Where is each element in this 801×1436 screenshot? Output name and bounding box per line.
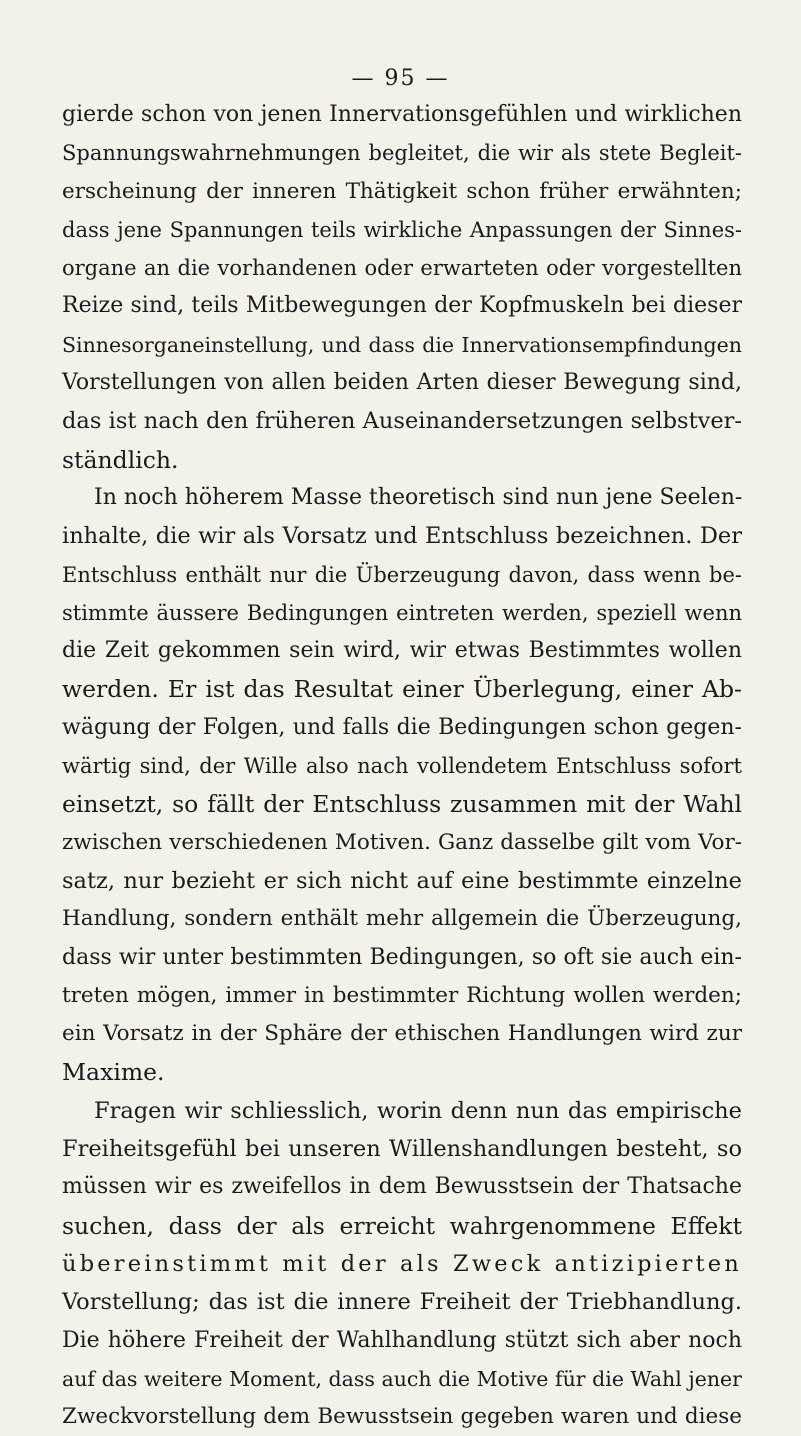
text-line: dass jene Spannungen teils wirkliche Anpassungen der Sinnes- <box>62 217 742 242</box>
text-line: die Zeit gekommen sein wird, wir etwas Bestimmtes wollen <box>62 638 742 664</box>
text-line: wägung der Folgen, und falls die Bedingungen schon gegen- <box>62 714 742 740</box>
text-line: Freiheitsgefühl bei unseren Willenshandlungen besteht, so <box>62 1136 742 1163</box>
text-line: satz, nur bezieht er sich nicht auf eine bestimmte einzelne <box>62 867 742 894</box>
text-line: dass wir unter bestimmten Bedingungen, so oft sie auch ein- <box>62 944 742 970</box>
text-line: Spannungswahrnehmungen begleitet, die wir als stete Begleit- <box>62 141 742 166</box>
text-line: treten mögen, immer in bestimmter Richtung wollen werden; <box>62 982 742 1008</box>
text-line: werden. Er ist das Resultat einer Überlegung, einer Ab- <box>62 675 742 704</box>
text-line: suchen, dass der als erreicht wahrgenommene Effekt <box>62 1211 742 1240</box>
text-line: Sinnesorganeinstellung, und dass die Innervationsempfindungen <box>62 332 742 357</box>
text-line: Vorstellungen von allen beiden Arten dieser Bewegung sind, <box>62 370 742 396</box>
text-line: ständlich. <box>62 445 179 474</box>
text-line: Fragen wir schliesslich, worin denn nun das empirische <box>94 1097 742 1124</box>
text-line: Entschluss enthält nur die Überzeugung davon, dass wenn be- <box>62 562 742 587</box>
text-line: gierde schon von jenen Innervationsgefühlen und wirklichen <box>62 102 742 127</box>
text-line: auf das weitere Moment, dass auch die Motive für die Wahl jener <box>62 1366 742 1391</box>
text-line: einsetzt, so fällt der Entschluss zusammen mit der Wahl <box>62 790 742 819</box>
text-line: In noch höherem Masse theoretisch sind nun jene Seelen- <box>94 484 743 510</box>
text-line: inhalte, die wir als Vorsatz und Entschluss bezeichnen. Der <box>62 523 742 550</box>
page-number: — 95 — <box>351 66 450 91</box>
text-line: wärtig sind, der Wille also nach vollendetem Entschluss sofort <box>62 754 742 779</box>
text-line: das ist nach den früheren Auseinandersetzungen selbstver- <box>62 408 742 435</box>
text-line: ein Vorsatz in der Sphäre der ethischen Handlungen wird zur <box>62 1021 742 1047</box>
text-line: Handlung, sondern enthält mehr allgemein die Überzeugung, <box>62 906 742 932</box>
text-line: zwischen verschiedenen Motiven. Ganz dasselbe gilt vom Vor- <box>62 829 742 855</box>
text-line: stimmte äussere Bedingungen eintreten werden, speziell wenn <box>62 600 742 625</box>
text-line: Die höhere Freiheit der Wahlhandlung stützt sich aber noch <box>62 1327 742 1353</box>
text-line: übereinstimmt mit der als Zweck antizipierten <box>62 1250 742 1277</box>
text-line: Reize sind, teils Mitbewegungen der Kopfmuskeln bei dieser <box>62 293 742 319</box>
text-line: Maxime. <box>62 1058 165 1087</box>
text-line: müssen wir es zweifellos in dem Bewusstsein der Thatsache <box>62 1174 742 1200</box>
text-line: Vorstellung; das ist die innere Freiheit der Triebhandlung. <box>62 1289 742 1316</box>
text-line: Zweckvorstellung dem Bewusstsein gegeben waren und diese <box>62 1404 742 1430</box>
body-text <box>62 96 742 1436</box>
text-line: erscheinung der inneren Thätigkeit schon früher erwähnten; <box>62 178 742 204</box>
text-line: organe an die vorhandenen oder erwarteten oder vorgestellten <box>62 256 742 281</box>
